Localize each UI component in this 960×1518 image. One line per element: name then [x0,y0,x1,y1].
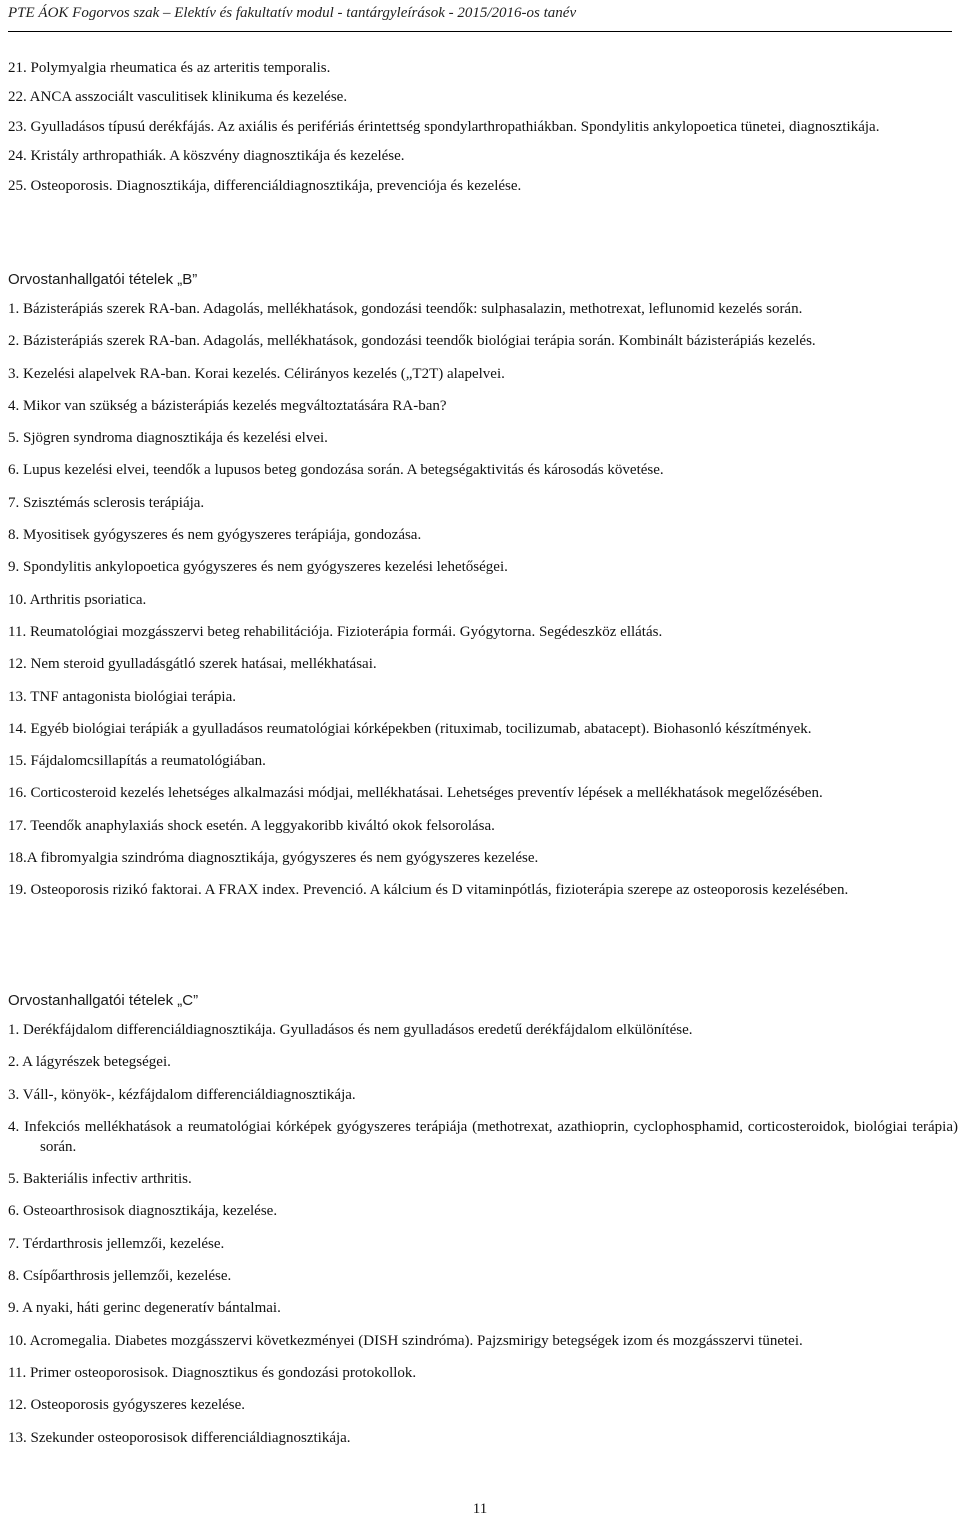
list-item: 4. Mikor van szükség a bázisterápiás kezelés megváltoztatására RA-ban? [8,397,447,414]
section-b-list [8,299,958,900]
list-item: 13. Szekunder osteoporosisok differenciáldiagnosztikája. [8,1429,351,1446]
list-item: 19. Osteoporosis rizikó faktorai. A FRAX index. Prevenció. A kálcium és D vitaminpótlás, fizioterápia szerepe az osteoporosis kezelésében. [8,882,849,899]
list-item: 1. Bázisterápiás szerek RA-ban. Adagolás, mellékhatások, gondozási teendők: sulphasalazin, methotrexat, leflunomid kezelés során. [8,301,803,317]
list-item: 16. Corticosteroid kezelés lehetséges alkalmazási módjai, mellékhatásai. Lehetséges preventív lépések a mellékhatások megelőzésében. [8,785,823,802]
section-c-list [8,1020,958,1448]
list-item: 15. Fájdalomcsillapítás a reumatológiában. [8,753,266,770]
list-item: 4. Infekciós mellékhatások a reumatológiai kórképek gyógyszeres terápiája (methotrexat, azathioprin, cyclophosphamid, corticosteroidok, biológiai terápia) során. [8,1118,958,1155]
list-item: 5. Bakteriális infectiv arthritis. [8,1171,192,1188]
list-item: 5. Sjögren syndroma diagnosztikája és kezelési elvei. [8,430,328,447]
list-item: 2. Bázisterápiás szerek RA-ban. Adagolás, mellékhatások, gondozási teendők biológiai terápia során. Kombinált bázisterápiás kezelés. [8,333,816,350]
section-b [8,271,958,913]
list-item: 8. Myositisek gyógyszeres és nem gyógyszeres terápiája, gondozása. [8,527,422,544]
list-item: 9. Spondylitis ankylopoetica gyógyszeres és nem gyógyszeres kezelési lehetőségei. [8,559,508,576]
list-item: 14. Egyéb biológiai terápiák a gyulladásos reumatológiai kórképekben (rituximab, tocilizumab, abatacept). Biohasonló készítmények. [8,720,812,737]
list-item: 25. Osteoporosis. Diagnosztikája, differenciáldiagnosztikája, prevenciója és kezelése. [8,177,522,194]
list-item: 10. Arthritis psoriatica. [8,591,147,608]
list-item: 7. Szisztémás sclerosis terápiája. [8,494,205,511]
list-item: 23. Gyulladásos típusú derékfájás. Az axiális és perifériás érintettség spondylarthropathiákban. Spondylitis ankylopoetica tünetei, diagnosztikája. [8,118,880,135]
section-a-list [8,58,958,196]
list-item: 6. Osteoarthrosisok diagnosztikája, kezelése. [8,1203,278,1220]
header-title: PTE ÁOK Fogorvos szak – Elektív és fakultatív modul - tantárgyleírások - 2015/2016-os tanév [8,5,577,21]
list-item: 1. Derékfájdalom differenciáldiagnosztikája. Gyulladásos és nem gyulladásos eredetű derékfájdalom elkülönítése. [8,1022,693,1038]
page-number: 11 [472,1501,488,1517]
list-item: 17. Teendők anaphylaxiás shock esetén. A leggyakoribb kiváltó okok felsorolása. [8,817,495,834]
list-item: 21. Polymyalgia rheumatica és az arteritis temporalis. [8,60,331,76]
section-b-heading: Orvostanhallgatói tételek „B” [8,271,198,288]
list-item: 11. Primer osteoporosisok. Diagnosztikus és gondozási protokollok. [8,1364,417,1381]
list-item: 22. ANCA asszociált vasculitisek klinikuma és kezelése. [8,89,348,106]
section-c-heading: Orvostanhallgatói tételek „C” [8,992,199,1009]
list-item: 12. Nem steroid gyulladásgátló szerek hatásai, mellékhatásai. [8,656,377,673]
section-a [8,58,958,205]
list-item: 18.A fibromyalgia szindróma diagnosztikája, gyógyszeres és nem gyógyszeres kezelése. [8,850,539,867]
list-item: 11. Reumatológiai mozgásszervi beteg rehabilitációja. Fizioterápia formái. Gyógytorna. Segédeszköz ellátás. [8,623,663,640]
list-item: 2. A lágyrészek betegségei. [8,1054,171,1071]
section-c [8,992,958,1460]
list-item: 12. Osteoporosis gyógyszeres kezelése. [8,1397,246,1414]
list-item: 3. Váll-, könyök-, kézfájdalom differenciáldiagnosztikája. [8,1086,356,1103]
list-item: 24. Kristály arthropathiák. A köszvény diagnosztikája és kezelése. [8,148,405,165]
list-item: 8. Csípőarthrosis jellemzői, kezelése. [8,1268,232,1285]
list-item: 9. A nyaki, háti gerinc degeneratív bántalmai. [8,1300,281,1317]
list-item: 3. Kezelési alapelvek RA-ban. Korai kezelés. Célirányos kezelés („T2T) alapelvei. [8,365,505,382]
page-header [8,3,952,32]
list-item: 10. Acromegalia. Diabetes mozgásszervi következményei (DISH szindróma). Pajzsmirigy betegségek izom és mozgásszervi tünetei. [8,1332,803,1349]
list-item: 13. TNF antagonista biológiai terápia. [8,688,237,705]
list-item: 6. Lupus kezelési elvei, teendők a lupusos beteg gondozása során. A betegségaktivitás és károsodás követése. [8,462,664,479]
list-item: 7. Térdarthrosis jellemzői, kezelése. [8,1235,225,1252]
